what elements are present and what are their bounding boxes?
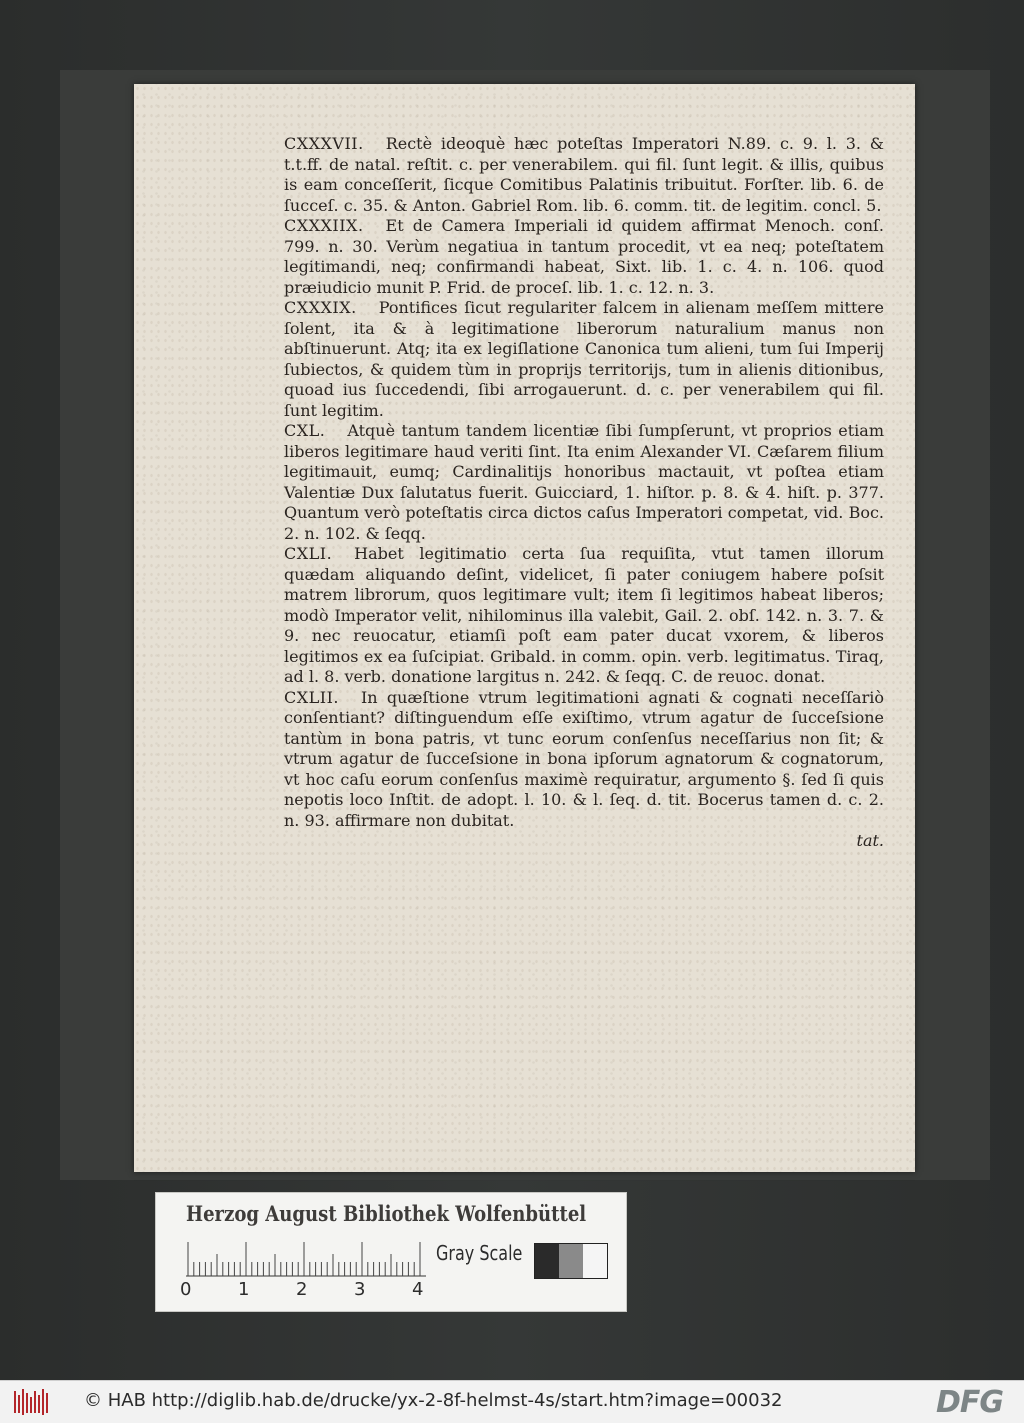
paragraph-text: Et de Camera Imperiali id quidem affirmat Menoch. conſ. 799. n. 30. Verùm negatiua in tantum procedit, vt ea neq; poteſtatem legitimandi, neq; confirmandi habeat, Sixt. lib. 1. c. 4. n. 106. quod præiudicio munit P. Frid. de proceſ. lib. 1. c. 12. n. 3. [284, 216, 884, 297]
page-text [284, 134, 884, 852]
ruler-ticks [186, 1241, 434, 1277]
footer-bar [0, 1380, 1024, 1423]
paragraph [284, 216, 884, 298]
gray-swatch-light [583, 1244, 607, 1278]
ruler-number: 2 [296, 1279, 308, 1300]
gray-swatch-dark [535, 1244, 559, 1278]
ruler-number: 0 [180, 1279, 192, 1300]
paragraph-number: CXXXVII. [284, 134, 364, 153]
document-page [134, 84, 915, 1172]
color-target-card [155, 1192, 627, 1312]
paragraph [284, 421, 884, 544]
gray-scale-swatch [534, 1243, 608, 1279]
copyright-url: © HAB http://diglib.hab.de/drucke/yx-2-8f-helmst-4s/start.htm?image=00032 [84, 1390, 783, 1411]
paragraph-text: Pontifices ſicut regulariter falcem in alienam meſſem mittere ſolent, ita & à legitimatione liberorum naturalium manus non abſtinuerunt. Atq; ita ex legiſlatione Canonica tum alieni, tum ſui Imperij ſubiectos, & quidem tùm in proprijs territorijs, tum in alienis ditionibus, quoad ius ſuccedendi, ſibi arrogauerunt. d. c. per venerabilem qui fil. ſunt legitim. [284, 298, 884, 420]
paragraph-number: CXXXIX. [284, 298, 357, 317]
paragraph [284, 298, 884, 421]
dfg-logo: DFG [936, 1385, 1004, 1420]
paragraph [284, 688, 884, 832]
paragraph-number: CXLI. [284, 544, 333, 563]
paragraph-number: CXLII. [284, 687, 339, 707]
paragraph-number: CXXXIIX. [284, 216, 364, 235]
gray-scale-label: Gray Scale [436, 1241, 523, 1265]
paragraph-text: Habet legitimatio certa ſua requiſita, vtut tamen illorum quædam aliquando deſint, videlicet, ſi pater coniugem habere poſsit matrem librorum, quos legitimare vult; item ſi legitimos habeat liberos; modò Imperator velit, nihilominus illa valebit, Gail. 2. obſ. 142. n. 3. 7. & 9. nec reuocatur, etiamſi poſt eam pater ducat vxorem, & liberos legitimos ex ea ſuſcipiat. Gribald. in comm. opin. verb. legitimatus. Tiraq, ad l. 8. verb. donatione largitus n. 242. & ſeqq. C. de reuoc. donat. [284, 544, 884, 686]
ruler-number: 1 [238, 1279, 250, 1300]
paragraph [284, 544, 884, 688]
paragraph-text: Rectè ideoquè hæc poteſtas Imperatori N.89. c. 9. l. 3. & t.t.ff. de natal. reſtit. c. per venerabilem. qui fil. ſunt legit. & illis, quibus is eam conceſſerit, ſicque Comitibus Palatinis tribuitut. Forſter. lib. 6. de ſucceſ. c. 35. & Anton. Gabriel Rom. lib. 6. comm. tit. de legitim. concl. 5. [284, 134, 884, 215]
ruler-number: 4 [412, 1279, 424, 1300]
paragraph-text: In quæſtione vtrum legitimationi agnati & cognati neceſſariò conſentiant? diſtinguendum eſſe exiſtimo, vtrum agatur de ſucceſsione tantùm in bona patris, vt tunc eorum conſenſus neceſſarius non ſit; & vtrum agatur de ſucceſsione in bona ipſorum agnatorum & cognatorum, vt hoc caſu eorum conſenſus maximè requiratur, argumento §. ſed ſi quis nepotis loco Inſtit. de adopt. l. 10. & l. ſeq. d. tit. Bocerus tamen d. c. 2. n. 93. affirmare non dubitat. [284, 687, 884, 830]
ruler-number: 3 [354, 1279, 366, 1300]
barcode-logo-icon [14, 1389, 48, 1415]
catchword: tat. [856, 831, 884, 850]
scale-ruler [186, 1241, 434, 1277]
paragraph [284, 134, 884, 216]
paragraph-number: CXL. [284, 421, 326, 440]
library-name: Herzog August Bibliothek Wolfenbüttel [186, 1201, 587, 1226]
gray-swatch-mid [559, 1244, 583, 1278]
ruler-numbers [180, 1279, 440, 1303]
paragraph-text: Atquè tantum tandem licentiæ ſibi ſumpſerunt, vt proprios etiam liberos legitimare haud veriti ſint. Ita enim Alexander VI. Cæſarem filium legitimauit, eumq; Cardinalitijs honoribus mactauit, vt poſtea etiam Valentiæ Dux ſalutatus fuerit. Guicciard, 1. hiſtor. p. 8. & 4. hiſt. p. 377. Quantum verò poteſtatis circa dictos caſus Imperatori competat, vid. Boc. 2. n. 102. & ſeqq. [284, 421, 884, 543]
